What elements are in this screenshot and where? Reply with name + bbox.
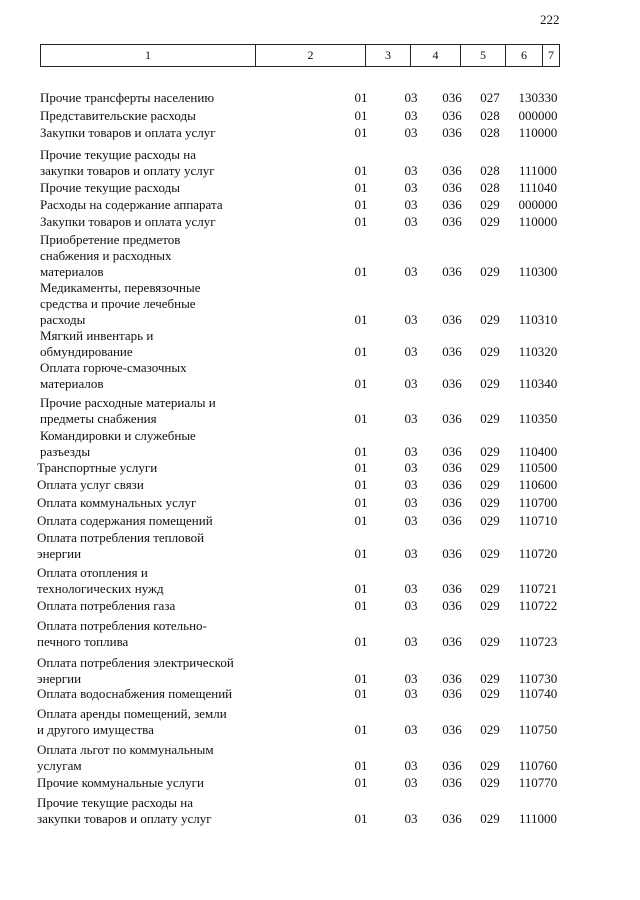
cell-c3: 01 xyxy=(354,598,368,613)
row-label-line: Оплата потребления газа xyxy=(37,598,176,613)
cell-c6: 029 xyxy=(480,775,500,790)
cell-c3: 01 xyxy=(354,634,368,649)
row-label-line: Оплата потребления котельно- xyxy=(37,618,207,633)
row-label xyxy=(40,108,270,124)
cell-c3: 01 xyxy=(354,581,368,596)
cell-c3: 01 xyxy=(354,722,368,737)
cell-c6: 028 xyxy=(480,163,500,178)
cell-c7: 110723 xyxy=(518,634,558,649)
cell-c6: 029 xyxy=(480,264,500,279)
cell-c4: 03 xyxy=(404,513,418,528)
cell-c5: 036 xyxy=(442,686,462,701)
row-label-line: Оплата содержания помещений xyxy=(37,513,213,528)
cell-c6: 029 xyxy=(480,477,500,492)
cell-c5: 036 xyxy=(442,598,462,613)
row-label xyxy=(37,530,267,562)
row-label-line: Прочие расходные материалы и xyxy=(40,395,216,410)
cell-c6: 028 xyxy=(480,180,500,195)
header-col-6: 6 xyxy=(506,45,543,66)
cell-c5: 036 xyxy=(442,163,462,178)
cell-c7: 110000 xyxy=(518,214,558,229)
cell-c5: 036 xyxy=(442,197,462,212)
cell-c4: 03 xyxy=(404,444,418,459)
cell-c3: 01 xyxy=(354,180,368,195)
row-label xyxy=(37,495,267,511)
row-label-line: печного топлива xyxy=(37,634,129,649)
row-label-line: средства и прочие лечебные xyxy=(40,296,196,311)
cell-c5: 036 xyxy=(442,180,462,195)
row-label-line: закупки товаров и оплату услуг xyxy=(37,811,212,826)
row-label-line: услугам xyxy=(37,758,82,773)
cell-c4: 03 xyxy=(404,775,418,790)
cell-c6: 029 xyxy=(480,444,500,459)
row-label xyxy=(40,232,270,280)
cell-c4: 03 xyxy=(404,376,418,391)
cell-c6: 029 xyxy=(480,686,500,701)
cell-c3: 01 xyxy=(354,264,368,279)
cell-c4: 03 xyxy=(404,598,418,613)
row-label xyxy=(37,742,267,774)
cell-c3: 01 xyxy=(354,775,368,790)
cell-c5: 036 xyxy=(442,125,462,140)
cell-c4: 03 xyxy=(404,546,418,561)
row-label-line: Мягкий инвентарь и xyxy=(40,328,154,343)
row-label-line: закупки товаров и оплату услуг xyxy=(40,163,215,178)
cell-c7: 000000 xyxy=(518,197,558,212)
header-col-5: 5 xyxy=(461,45,506,66)
row-label-line: Оплата услуг связи xyxy=(37,477,144,492)
row-label xyxy=(40,125,270,141)
cell-c6: 029 xyxy=(480,581,500,596)
row-label-line: Оплата коммунальных услуг xyxy=(37,495,197,510)
cell-c4: 03 xyxy=(404,163,418,178)
row-label-line: Оплата отопления и xyxy=(37,565,148,580)
cell-c3: 01 xyxy=(354,671,368,686)
row-label-line: Оплата водоснабжения помещений xyxy=(37,686,233,701)
row-label xyxy=(37,460,267,476)
cell-c5: 036 xyxy=(442,477,462,492)
row-label xyxy=(40,428,270,460)
row-label xyxy=(40,147,270,179)
cell-c7: 130330 xyxy=(518,90,558,105)
row-label-line: материалов xyxy=(40,264,104,279)
cell-c4: 03 xyxy=(404,125,418,140)
cell-c3: 01 xyxy=(354,214,368,229)
cell-c3: 01 xyxy=(354,90,368,105)
row-label-line: Оплата потребления тепловой xyxy=(37,530,205,545)
cell-c5: 036 xyxy=(442,411,462,426)
cell-c3: 01 xyxy=(354,376,368,391)
row-label-line: Представительские расходы xyxy=(40,108,196,123)
row-label xyxy=(40,328,270,360)
cell-c4: 03 xyxy=(404,90,418,105)
cell-c6: 029 xyxy=(480,197,500,212)
cell-c5: 036 xyxy=(442,444,462,459)
cell-c4: 03 xyxy=(404,411,418,426)
cell-c3: 01 xyxy=(354,197,368,212)
cell-c5: 036 xyxy=(442,264,462,279)
cell-c7: 110500 xyxy=(518,460,558,475)
row-label-line: Оплата аренды помещений, земли xyxy=(37,706,227,721)
cell-c5: 036 xyxy=(442,460,462,475)
cell-c4: 03 xyxy=(404,180,418,195)
cell-c6: 029 xyxy=(480,634,500,649)
cell-c6: 029 xyxy=(480,376,500,391)
cell-c6: 027 xyxy=(480,90,500,105)
cell-c6: 029 xyxy=(480,811,500,826)
cell-c5: 036 xyxy=(442,775,462,790)
cell-c7: 110770 xyxy=(518,775,558,790)
cell-c5: 036 xyxy=(442,634,462,649)
cell-c5: 036 xyxy=(442,671,462,686)
cell-c7: 110750 xyxy=(518,722,558,737)
row-label xyxy=(40,180,270,196)
row-label-line: Прочие текущие расходы xyxy=(40,180,180,195)
row-label xyxy=(37,477,267,493)
row-label-line: Медикаменты, перевязочные xyxy=(40,280,201,295)
cell-c6: 029 xyxy=(480,312,500,327)
cell-c4: 03 xyxy=(404,312,418,327)
row-label xyxy=(37,655,267,687)
cell-c6: 029 xyxy=(480,513,500,528)
row-label-line: Командировки и служебные xyxy=(40,428,196,443)
header-col-1: 1 xyxy=(41,45,256,66)
cell-c4: 03 xyxy=(404,581,418,596)
row-label-line: расходы xyxy=(40,312,86,327)
row-label xyxy=(37,686,267,702)
row-label-line: Закупки товаров и оплата услуг xyxy=(40,214,216,229)
cell-c7: 110600 xyxy=(518,477,558,492)
cell-c4: 03 xyxy=(404,214,418,229)
cell-c6: 029 xyxy=(480,214,500,229)
row-label-line: Транспортные услуги xyxy=(37,460,158,475)
row-label-line: Оплата горюче-смазочных xyxy=(40,360,187,375)
row-label-line: Оплата льгот по коммунальным xyxy=(37,742,214,757)
row-label-line: энергии xyxy=(37,546,82,561)
cell-c7: 110730 xyxy=(518,671,558,686)
cell-c4: 03 xyxy=(404,671,418,686)
cell-c4: 03 xyxy=(404,264,418,279)
row-label-line: обмундирование xyxy=(40,344,133,359)
cell-c4: 03 xyxy=(404,811,418,826)
cell-c7: 110720 xyxy=(518,546,558,561)
cell-c4: 03 xyxy=(404,495,418,510)
row-label-line: Прочие текущие расходы на xyxy=(40,147,196,162)
cell-c6: 028 xyxy=(480,125,500,140)
row-label-line: Закупки товаров и оплата услуг xyxy=(40,125,216,140)
row-label xyxy=(40,197,270,213)
cell-c3: 01 xyxy=(354,477,368,492)
row-label xyxy=(40,360,270,392)
header-col-4: 4 xyxy=(411,45,461,66)
row-label xyxy=(37,565,267,597)
cell-c7: 110721 xyxy=(518,581,558,596)
cell-c7: 110710 xyxy=(518,513,558,528)
cell-c3: 01 xyxy=(354,546,368,561)
cell-c4: 03 xyxy=(404,460,418,475)
cell-c3: 01 xyxy=(354,460,368,475)
row-label xyxy=(40,280,270,328)
row-label-line: Приобретение предметов xyxy=(40,232,181,247)
row-label-line: разъезды xyxy=(40,444,91,459)
cell-c7: 110400 xyxy=(518,444,558,459)
cell-c5: 036 xyxy=(442,214,462,229)
cell-c5: 036 xyxy=(442,758,462,773)
row-label-line: Прочие коммунальные услуги xyxy=(37,775,204,790)
row-label xyxy=(37,706,267,738)
cell-c7: 110310 xyxy=(518,312,558,327)
cell-c7: 110700 xyxy=(518,495,558,510)
row-label xyxy=(37,598,267,614)
row-label-line: Прочие текущие расходы на xyxy=(37,795,193,810)
cell-c4: 03 xyxy=(404,344,418,359)
cell-c7: 111000 xyxy=(518,163,558,178)
cell-c6: 029 xyxy=(480,460,500,475)
cell-c5: 036 xyxy=(442,495,462,510)
header-col-7: 7 xyxy=(548,48,554,62)
cell-c5: 036 xyxy=(442,722,462,737)
cell-c3: 01 xyxy=(354,312,368,327)
cell-c7: 110760 xyxy=(518,758,558,773)
cell-c3: 01 xyxy=(354,758,368,773)
cell-c5: 036 xyxy=(442,581,462,596)
table-header xyxy=(40,44,560,67)
row-label xyxy=(37,618,267,650)
cell-c6: 029 xyxy=(480,495,500,510)
cell-c7: 111000 xyxy=(518,811,558,826)
row-label xyxy=(37,775,267,791)
cell-c3: 01 xyxy=(354,495,368,510)
cell-c7: 110000 xyxy=(518,125,558,140)
row-label-line: материалов xyxy=(40,376,104,391)
cell-c3: 01 xyxy=(354,125,368,140)
cell-c5: 036 xyxy=(442,312,462,327)
cell-c7: 110722 xyxy=(518,598,558,613)
row-label-line: и другого имущества xyxy=(37,722,154,737)
header-col-2: 2 xyxy=(256,45,366,66)
cell-c6: 029 xyxy=(480,411,500,426)
cell-c6: 029 xyxy=(480,722,500,737)
cell-c3: 01 xyxy=(354,513,368,528)
cell-c7: 111040 xyxy=(518,180,558,195)
row-label-line: Оплата потребления электрической xyxy=(37,655,234,670)
cell-c6: 029 xyxy=(480,671,500,686)
cell-c3: 01 xyxy=(354,344,368,359)
cell-c7: 110350 xyxy=(518,411,558,426)
cell-c3: 01 xyxy=(354,163,368,178)
cell-c3: 01 xyxy=(354,108,368,123)
row-label-line: снабжения и расходных xyxy=(40,248,172,263)
cell-c6: 028 xyxy=(480,108,500,123)
cell-c5: 036 xyxy=(442,90,462,105)
cell-c3: 01 xyxy=(354,444,368,459)
cell-c7: 110320 xyxy=(518,344,558,359)
header-col-3: 3 xyxy=(366,45,411,66)
cell-c6: 029 xyxy=(480,598,500,613)
cell-c7: 110300 xyxy=(518,264,558,279)
cell-c5: 036 xyxy=(442,108,462,123)
cell-c3: 01 xyxy=(354,686,368,701)
cell-c4: 03 xyxy=(404,197,418,212)
cell-c7: 110740 xyxy=(518,686,558,701)
row-label-line: энергии xyxy=(37,671,82,686)
cell-c6: 029 xyxy=(480,758,500,773)
cell-c5: 036 xyxy=(442,513,462,528)
cell-c3: 01 xyxy=(354,411,368,426)
row-label xyxy=(40,90,270,106)
row-label-line: технологических нужд xyxy=(37,581,164,596)
cell-c6: 029 xyxy=(480,546,500,561)
page-number: 222 xyxy=(540,12,560,27)
cell-c7: 110340 xyxy=(518,376,558,391)
cell-c4: 03 xyxy=(404,758,418,773)
cell-c4: 03 xyxy=(404,686,418,701)
row-label-line: Прочие трансферты населению xyxy=(40,90,215,105)
cell-c4: 03 xyxy=(404,722,418,737)
cell-c3: 01 xyxy=(354,811,368,826)
cell-c5: 036 xyxy=(442,344,462,359)
cell-c4: 03 xyxy=(404,108,418,123)
cell-c4: 03 xyxy=(404,477,418,492)
row-label-line: предметы снабжения xyxy=(40,411,157,426)
cell-c4: 03 xyxy=(404,634,418,649)
cell-c5: 036 xyxy=(442,811,462,826)
row-label xyxy=(40,395,270,427)
row-label-line: Расходы на содержание аппарата xyxy=(40,197,223,212)
cell-c6: 029 xyxy=(480,344,500,359)
cell-c5: 036 xyxy=(442,546,462,561)
row-label xyxy=(40,214,270,230)
cell-c7: 000000 xyxy=(518,108,558,123)
row-label xyxy=(37,795,267,827)
row-label xyxy=(37,513,267,529)
cell-c5: 036 xyxy=(442,376,462,391)
